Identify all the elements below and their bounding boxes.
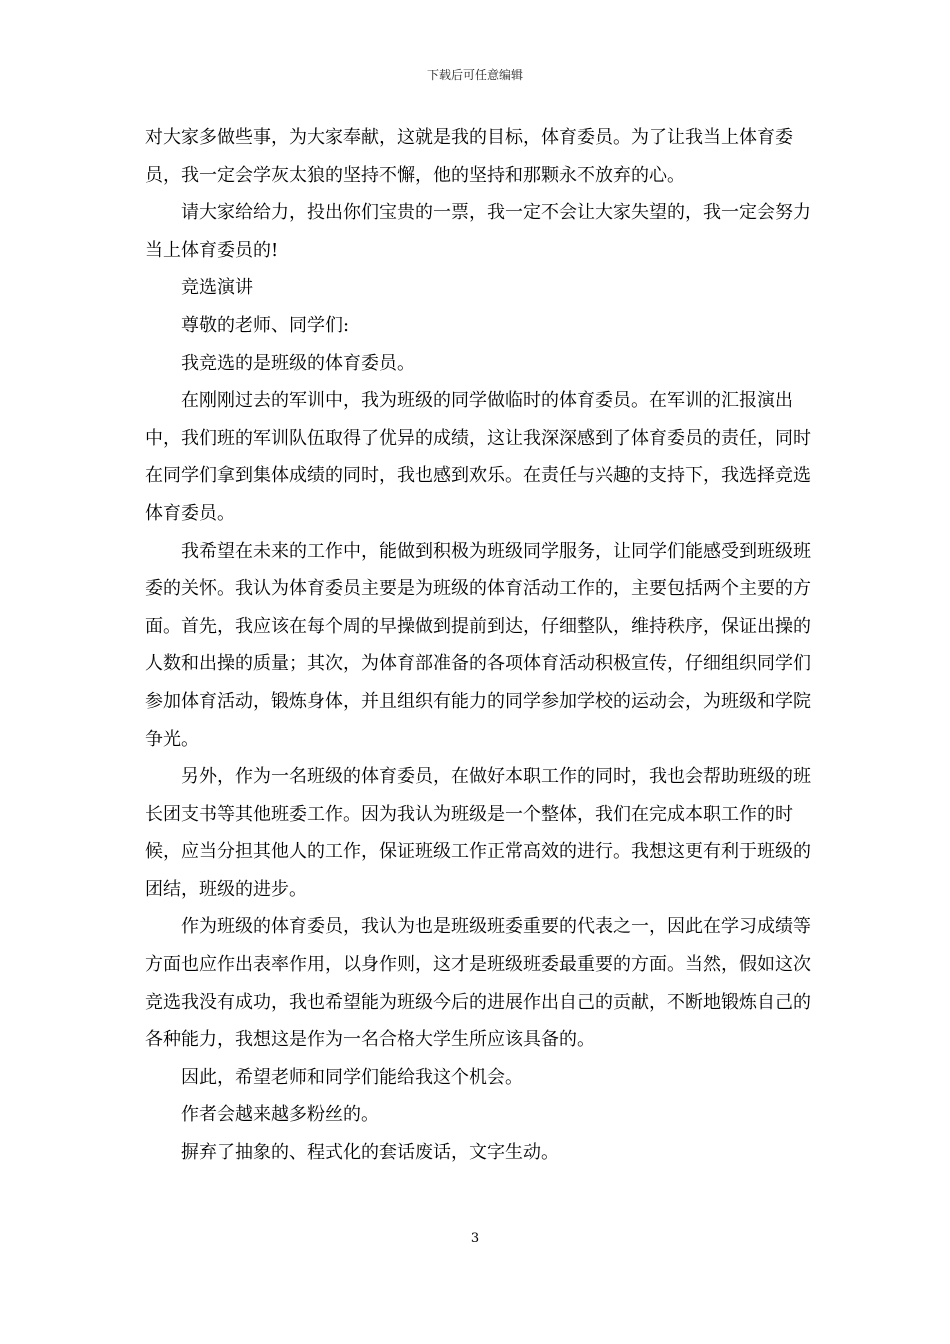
paragraph: 作为班级的体育委员，我认为也是班级班委重要的代表之一，因此在学习成绩等方面也应作出表率作用，以身作则，这才是班级班委最重要的方面。当然，假如这次竞选我没有成功，我也希望能为班级今后的进展作出自己的贡献，不断地锻炼自己的各种能力，我想这是作为一名合格大学生所应该具备的。	[145, 916, 811, 1051]
salutation: 尊敬的老师、同学们:	[181, 314, 350, 336]
document-body	[145, 119, 813, 1172]
paragraph: 在刚刚过去的军训中，我为班级的同学做临时的体育委员。在军训的汇报演出中，我们班的军训队伍取得了优异的成绩，这让我深深感到了体育委员的责任，同时在同学们拿到集体成绩的同时，我也感到欢乐。在责任与兴趣的支持下，我选择竞选体育委员。	[145, 390, 811, 524]
paragraph: 另外，作为一名班级的体育委员，在做好本职工作的同时，我也会帮助班级的班长团支书等其他班委工作。因为我认为班级是一个整体，我们在完成本职工作的时候，应当分担其他人的工作，保证班级工作正常高效的进行。我想这更有利于班级的团结，班级的进步。	[145, 766, 811, 900]
paragraph: 作者会越来越多粉丝的。	[181, 1104, 379, 1126]
paragraph: 摒弃了抽象的、程式化的套话废话，文字生动。	[181, 1142, 559, 1164]
paragraph: 我希望在未来的工作中，能做到积极为班级同学服务，让同学们能感受到班级班委的关怀。我认为体育委员主要是为班级的体育活动工作的，主要包括两个主要的方面。首先，我应该在每个周的早操做到提前到达，仔细整队，维持秩序，保证出操的人数和出操的质量；其次，为体育部准备的各项体育活动积极宣传，仔细组织同学们参加体育活动，锻炼身体，并且组织有能力的同学参加学校的运动会，为班级和学院争光。	[145, 540, 811, 750]
page-header: 下载后可任意编辑	[426, 68, 523, 82]
paragraph: 请大家给给力，投出你们宝贵的一票，我一定不会让大家失望的，我一定会努力当上体育委员的!	[145, 202, 811, 261]
section-title: 竞选演讲	[181, 277, 253, 299]
paragraph: 我竞选的是班级的体育委员。	[181, 352, 415, 374]
paragraph: 因此，希望老师和同学们能给我这个机会。	[181, 1066, 523, 1088]
page-number: 3	[470, 1231, 480, 1246]
paragraph: 对大家多做些事，为大家奉献，这就是我的目标，体育委员。为了让我当上体育委员，我一定会学灰太狼的坚持不懈，他的坚持和那颗永不放弃的心。	[145, 127, 793, 186]
